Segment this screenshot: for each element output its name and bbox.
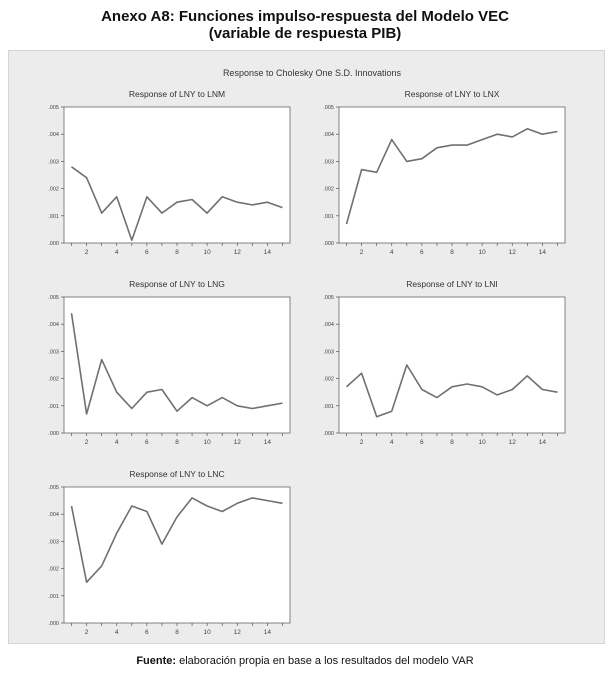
y-tick-label: .000 bbox=[48, 621, 59, 627]
y-tick-label: .001 bbox=[323, 213, 334, 220]
y-tick-label: .000 bbox=[48, 431, 59, 437]
x-tick-label: 12 bbox=[508, 439, 516, 446]
x-tick-label: 4 bbox=[389, 249, 394, 256]
chart-title: Response of LNY to LNC bbox=[129, 469, 225, 479]
x-tick-label: 10 bbox=[203, 249, 211, 256]
chart-2 bbox=[323, 89, 565, 256]
y-tick-label: .005 bbox=[48, 295, 59, 301]
chart-title: Response of LNY to LNM bbox=[128, 89, 226, 99]
y-tick-label: .000 bbox=[323, 431, 334, 437]
y-tick-label: .004 bbox=[48, 322, 59, 329]
y-tick-label: .003 bbox=[48, 539, 59, 546]
y-tick-label: .000 bbox=[323, 241, 334, 247]
y-tick-label: .005 bbox=[48, 105, 59, 111]
page-title-line-2: (variable de respuesta PIB) bbox=[208, 25, 402, 42]
x-tick-label: 6 bbox=[145, 629, 149, 636]
y-tick-label: .003 bbox=[48, 159, 59, 166]
figure-panel bbox=[8, 50, 605, 644]
x-tick-label: 12 bbox=[233, 439, 241, 446]
x-tick-label: 4 bbox=[114, 439, 119, 446]
chart-1 bbox=[48, 89, 290, 256]
y-tick-label: .001 bbox=[48, 403, 59, 410]
y-tick-label: .005 bbox=[323, 295, 334, 301]
y-tick-label: .004 bbox=[48, 512, 59, 519]
x-tick-label: 6 bbox=[145, 439, 149, 446]
chart-3 bbox=[48, 279, 290, 446]
x-tick-label: 14 bbox=[538, 249, 547, 256]
y-tick-label: .002 bbox=[323, 186, 334, 193]
x-tick-label: 6 bbox=[145, 249, 149, 256]
x-tick-label: 2 bbox=[84, 249, 89, 256]
x-tick-label: 8 bbox=[450, 249, 454, 256]
x-tick-label: 12 bbox=[233, 249, 241, 256]
y-tick-label: .005 bbox=[323, 105, 334, 111]
y-tick-label: .003 bbox=[323, 349, 334, 356]
x-tick-label: 8 bbox=[175, 439, 179, 446]
x-tick-label: 2 bbox=[84, 439, 89, 446]
x-tick-label: 14 bbox=[263, 629, 272, 636]
x-tick-label: 2 bbox=[84, 629, 89, 636]
y-tick-label: .002 bbox=[48, 376, 59, 383]
plot-area bbox=[339, 107, 565, 243]
y-tick-label: .001 bbox=[48, 213, 59, 220]
x-tick-label: 10 bbox=[478, 439, 486, 446]
x-tick-label: 14 bbox=[263, 249, 272, 256]
x-tick-label: 14 bbox=[538, 439, 547, 446]
x-tick-label: 14 bbox=[263, 439, 272, 446]
x-tick-label: 8 bbox=[175, 629, 179, 636]
chart-5 bbox=[48, 469, 290, 636]
y-tick-label: .003 bbox=[48, 349, 59, 356]
page-title-line-1: Anexo A8: Funciones impulso-respuesta del Modelo VEC bbox=[101, 8, 509, 25]
impulse-response-figure bbox=[9, 51, 604, 643]
x-tick-label: 6 bbox=[420, 249, 424, 256]
y-tick-label: .002 bbox=[48, 186, 59, 193]
x-tick-label: 10 bbox=[478, 249, 486, 256]
x-tick-label: 8 bbox=[450, 439, 454, 446]
x-tick-label: 4 bbox=[114, 249, 119, 256]
y-tick-label: .003 bbox=[323, 159, 334, 166]
figure-suptitle: Response to Cholesky One S.D. Innovations bbox=[222, 68, 402, 78]
chart-title: Response of LNY to LNG bbox=[129, 279, 225, 289]
y-tick-label: .002 bbox=[323, 376, 334, 383]
source-label: Fuente: bbox=[136, 655, 177, 667]
x-tick-label: 6 bbox=[420, 439, 424, 446]
y-tick-label: .001 bbox=[48, 593, 59, 600]
y-tick-label: .004 bbox=[323, 132, 334, 139]
x-tick-label: 8 bbox=[175, 249, 179, 256]
plot-area bbox=[64, 487, 290, 623]
x-tick-label: 10 bbox=[203, 439, 211, 446]
x-tick-label: 12 bbox=[508, 249, 516, 256]
source-text: elaboración propia en base a los resultados del modelo VAR bbox=[179, 655, 474, 667]
y-tick-label: .004 bbox=[48, 132, 59, 139]
chart-4 bbox=[323, 279, 565, 446]
x-tick-label: 10 bbox=[203, 629, 211, 636]
x-tick-label: 4 bbox=[114, 629, 119, 636]
plot-area bbox=[64, 297, 290, 433]
y-tick-label: .001 bbox=[323, 403, 334, 410]
y-tick-label: .000 bbox=[48, 241, 59, 247]
source-note bbox=[0, 655, 610, 667]
x-tick-label: 2 bbox=[359, 249, 364, 256]
chart-title: Response of LNY to LNX bbox=[404, 89, 500, 99]
x-tick-label: 4 bbox=[389, 439, 394, 446]
plot-area bbox=[64, 107, 290, 243]
x-tick-label: 2 bbox=[359, 439, 364, 446]
y-tick-label: .005 bbox=[48, 485, 59, 491]
x-tick-label: 12 bbox=[233, 629, 241, 636]
plot-area bbox=[339, 297, 565, 433]
y-tick-label: .002 bbox=[48, 566, 59, 573]
chart-title: Response of LNY to LNI bbox=[406, 279, 498, 289]
y-tick-label: .004 bbox=[323, 322, 334, 329]
